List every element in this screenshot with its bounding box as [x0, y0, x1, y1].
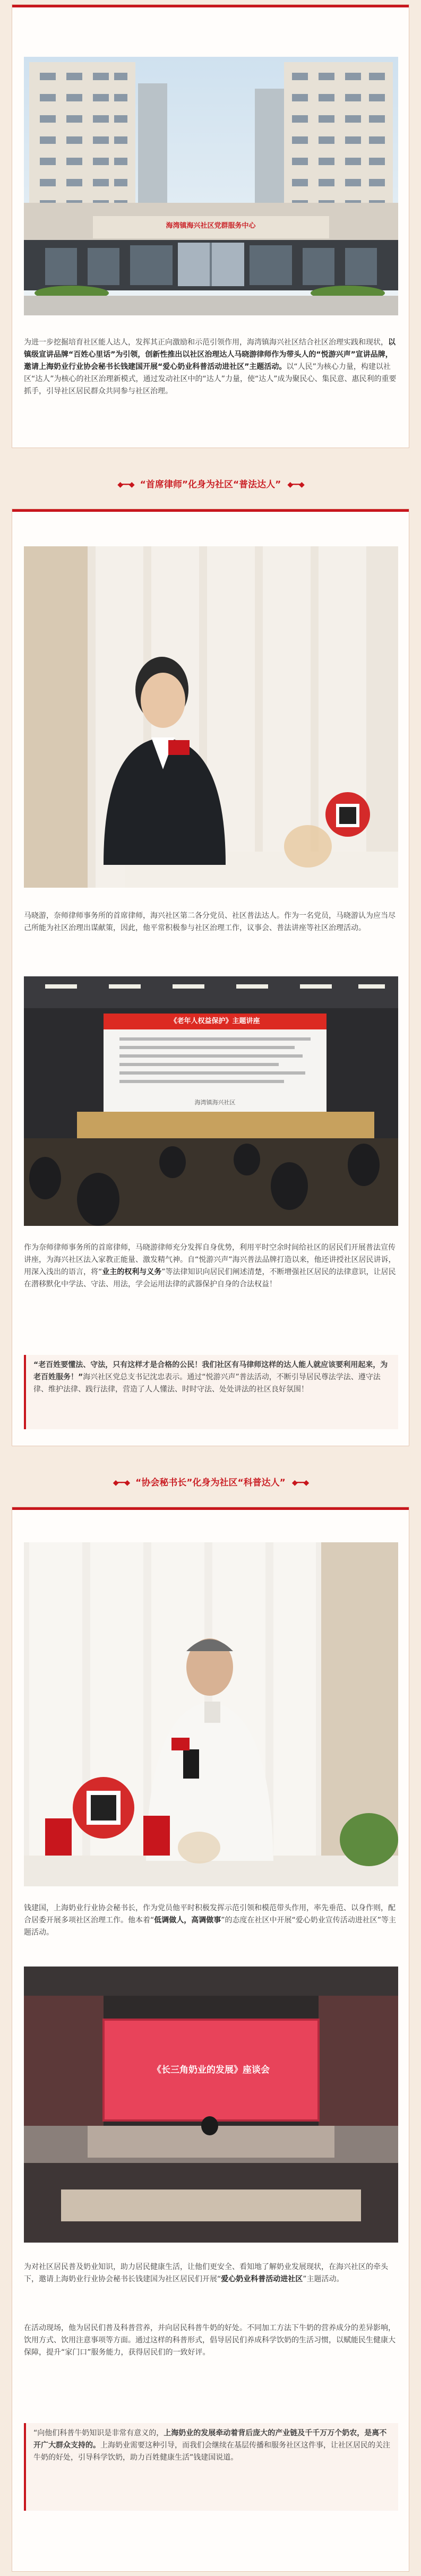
intro-text-bold: 以镇级宣讲品牌“百姓心里话”为引领，创新性推出以社区治理达人马晓游律师作为带头人的“悦游兴声”宣讲品牌，邀请上海奶业行业协会秘书长钱建国开展“爱心奶业科普活动进社区”主题活动。: [24, 338, 396, 371]
secretary-intro-paragraph: [24, 1902, 398, 1953]
lawyer-lecture-paragraph: [24, 1242, 398, 1337]
screen-title: 《老年人权益保护》主题讲座: [170, 1017, 260, 1025]
secretary-quote: [24, 2423, 398, 2511]
association-card: [12, 1507, 409, 2572]
intro-card: [12, 4, 409, 448]
section-heading-lawyer: [0, 477, 421, 493]
quote3-text-c: 上海奶业需要这种引导，而我们会继续在基层传播和服务社区这件事，让社区居民的关注牛奶的好处，引导科学饮奶，助力百姓健康生活”钱建国说道。: [33, 2441, 390, 2462]
intro-text-c: 以“人民”为核心力量，构建以社区“达人”为核心的社区治理新模式，通过发动社区中的“达人”力量，使“达人”成为聚民心、集民意、惠民利的重要抓手，引导社区居民群众共同参与社区治理。: [24, 363, 397, 396]
heading-deco-right: ◆━━◆: [291, 1479, 308, 1487]
seminar-photo: [24, 1967, 398, 2243]
card-top-bar: [12, 5, 409, 7]
secretary-text-c: ”的态度在社区中开展“爱心奶业宣传活动进社区”等主题活动。: [24, 1916, 397, 1937]
quote3-text-a: “向他们科普牛奶知识是非常有意义的，: [33, 2429, 164, 2437]
heading-text: “首席律师”化身为社区“普法达人”: [140, 479, 281, 490]
screen-subtitle: 海湾镇海兴社区: [194, 1099, 236, 1106]
lecture-text-bold: 业主的权利与义务: [102, 1268, 162, 1276]
secretary-photo: [24, 1542, 398, 1886]
lawyer-photo: [24, 546, 398, 888]
quote3-text-bold: 上海奶业的发展牵动着背后庞大的产业链及千千万万个奶农，是离不开广大群众支持的。: [33, 2429, 387, 2450]
card-top-bar: [12, 509, 409, 512]
building-illustration: [24, 57, 398, 315]
seminar-text-bold: 爱心奶业科普活动进社区: [221, 2275, 303, 2283]
banner-title: 《长三角奶业的发展》座谈会: [152, 2065, 270, 2075]
intro-text-a: 为进一步挖掘培育社区能人达人，发挥其正向激励和示范引领作用，海湾镇海兴社区结合社区治理实践和现状，: [24, 338, 388, 347]
secretary-text-a: 钱建国，上海奶业行业协会秘书长，作为党员他平时积极发挥示范引领和模范带头作用，率先垂范、以身作则，配合居委开展多项社区治理工作。他本着“: [24, 1904, 396, 1925]
seminar-text-c: ”主题活动。: [303, 2275, 344, 2283]
building-photo: [24, 57, 398, 315]
heading-deco-right: ◆━━◆: [287, 480, 304, 489]
seminar-text-a: 为对社区居民普及奶业知识，助力居民健康生活，让他们更安全、看知地了解奶业发展现状，在海兴社区的牵头下，邀请上海奶业行业协会秘书长钱建国为社区居民们开展“: [24, 2263, 388, 2283]
lawyer-card: [12, 509, 409, 1446]
lawyer-illustration: [24, 546, 398, 888]
section-heading-association: [0, 1475, 421, 1491]
lawyer-intro-paragraph: 马晓游，奈师律师事务所的首席律师，海兴社区第二各分党员、社区普法达人。作为一名党员，马晓游认为应当尽己所能为社区治理出谋献策，因此，他平常积极参与社区治理工作，议事会、普法讲座等社区治理活动。: [24, 912, 396, 932]
lecture-text-a: 作为奈师律师事务所的首席律师，马晓游律师充分发挥自身优势，利用平时空余时间给社区的居民们开展普法宣传讲座，为海兴社区法入家教正能量、激发精气神。自“悦游兴声”海兴普法品牌打造以来，他还讲授社区居民讲诉，用深入浅出的语言，将“: [24, 1243, 396, 1276]
heading-text: “协会秘书长”化身为社区“科普达人”: [135, 1478, 286, 1488]
card-top-bar: [12, 1507, 409, 1510]
heading-deco-left: ◆━━◆: [113, 1479, 130, 1487]
heading-deco-left: ◆━━◆: [117, 480, 134, 489]
secretary-illustration: [24, 1542, 398, 1886]
seminar-paragraph: [24, 2261, 398, 2312]
quote-text-bold: “老百姓要懂法、守法，只有这样才是合格的公民！我们社区有马律师这样的达人能人就应该要利用起来，为老百姓服务！”: [33, 1361, 388, 1381]
lecture-photo: [24, 976, 398, 1226]
lawyer-quote: [24, 1355, 398, 1429]
activity-paragraph: 在活动现场，他为居民们普及科普营养，并向居民科普牛奶的好处。不同加工方法下牛奶的营养成分的差异影响，饮用方式、饮用注意事项等方面。通过这样的科普形式，倡导居民们养成科学饮奶的生活习惯，以赋能民生健康大保障，提升“家门口”服务能力，获得居民们的一致好评。: [24, 2324, 396, 2357]
secretary-text-bold: 低调做人，高调做事: [154, 1916, 221, 1925]
building-sign: 海湾镇海兴社区党群服务中心: [166, 222, 256, 230]
lecture-text-c: ”等法律知识向居民们阐述清楚，不断增强社区居民的法律意识，让居民在潜移默化中学法、守法、用法，学会运用法律的武器保护自身的合法权益！: [24, 1268, 396, 1289]
intro-paragraph: [24, 337, 398, 437]
seminar-illustration: [24, 1967, 398, 2243]
quote-text-bold-2: 海兴社区党总支书记沈忠表示。通过“悦游兴声”普法活动，不断引导居民尊法学法、遵守法律、维护法律、践行法律，营造了人人懂法、时时守法、处处讲法的社区良好氛围！: [33, 1373, 381, 1394]
